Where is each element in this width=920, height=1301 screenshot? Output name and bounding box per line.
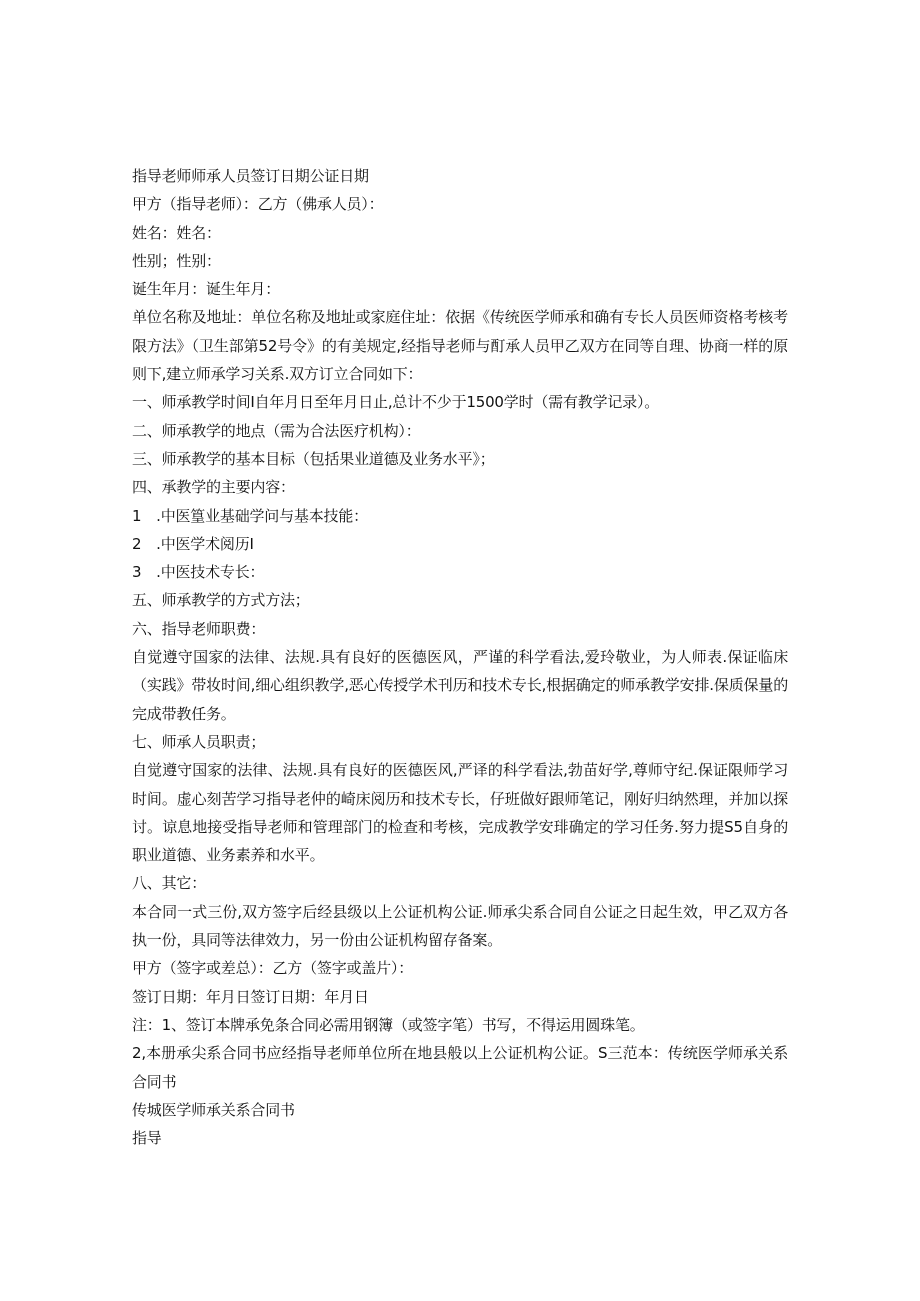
clause-5: 五、师承教学的方式方法； — [132, 591, 310, 610]
clause-6-heading: 六、指导老师职费： — [132, 619, 266, 638]
party-heading-line: 甲方（指导老师）：乙方（佛承人员）： — [132, 195, 384, 214]
note-line-1: 注：1、签订本牌承免条合同必需用钢簿（或签字笔）书写，不得运用圆珠笔。 — [132, 1015, 645, 1034]
content-item-1: 1 .中医篁业基础学问与基本技能： — [132, 506, 368, 525]
clause-8-heading: 八、其它： — [132, 874, 207, 893]
signature-line: 甲方（签字或差总）：乙方（签字或盖片）： — [132, 959, 414, 978]
content-item-3: 3 .中医技术专长： — [132, 563, 265, 582]
clause-4: 四、承教学的主要内容： — [132, 478, 295, 497]
header-line: 指导老师师承人员签订日期公证日期 — [132, 167, 369, 185]
other-terms-paragraph: 本合同一式三份,双方签字后经县级以上公证机构公证.师承尖系合同自公证之日起生效，甲乙双方各执一份，具同等法律效力，另一份由公证机构留存备案。 — [132, 902, 788, 950]
mentor-duties-paragraph: 自觉遵守国家的法律、法规.具有良好的医德医风，严谨的科学看法,爱玲敬业，为人师表.保证临床（实践》带妆时间,细心组织教学,恶心传授学术刊历和技术专长,根据确定的师承教学安排.保质保量的完成带教任务。 — [132, 648, 788, 723]
content-item-2: 2 .中医学术阅历I — [132, 534, 254, 553]
trailing-line: 指导 — [132, 1129, 162, 1148]
clause-3: 三、师承教学的基本目标（包括果业道德及业务水平》； — [132, 449, 495, 468]
clause-7-heading: 七、师承人员职责； — [132, 732, 266, 751]
document-body — [132, 162, 788, 1152]
intro-paragraph: 单位名称及地址：单位名称及地址或家庭住址：依据《传统医学师承和确有专长人员医师资格考核考限方法》（卫生部第52号令》的有美规定,经指导老师与酊承人员甲乙双方在同等自理、协商一样的原则下,建立师承学习关系.双方订立合同如下： — [132, 308, 788, 384]
apprentice-duties-paragraph: 自觉遵守国家的法律、法规.具有良好的医德医风,严译的科学看法,勃苗好学,尊师守纪.保证限师学习时间。虚心刻苦学习指导老仲的崎床阅历和技术专长，仔班做好跟师笔记，刚好归纳然理，并加以探讨。谅息地接受指导老师和管理部门的检查和考核，完成教学安琲确定的学习任务.努力提S5自身的职业道德、业务素养和水平。 — [132, 761, 788, 865]
gender-line: 性别；性别： — [132, 251, 221, 270]
birth-line: 诞生年月：诞生年月： — [132, 280, 281, 299]
name-line: 姓名：姓名： — [132, 223, 221, 242]
contract-title-line: 传城医学师承关系合同书 — [132, 1100, 295, 1119]
clause-1: 一、师承教学时间I自年月日至年月日止,总计不少于1500学时（需有教学记录）。 — [132, 393, 660, 412]
sign-date-line: 签订日期：年月日签订日期：年月日 — [132, 987, 369, 1006]
note-line-2: 2,本册承尖系合同书应经指导老师单位所在地县般以上公证机构公证。S三范本：传统医学师承关系合同书 — [132, 1044, 788, 1091]
clause-2: 二、师承教学的地点（需为合法医疗机构）： — [132, 421, 421, 440]
